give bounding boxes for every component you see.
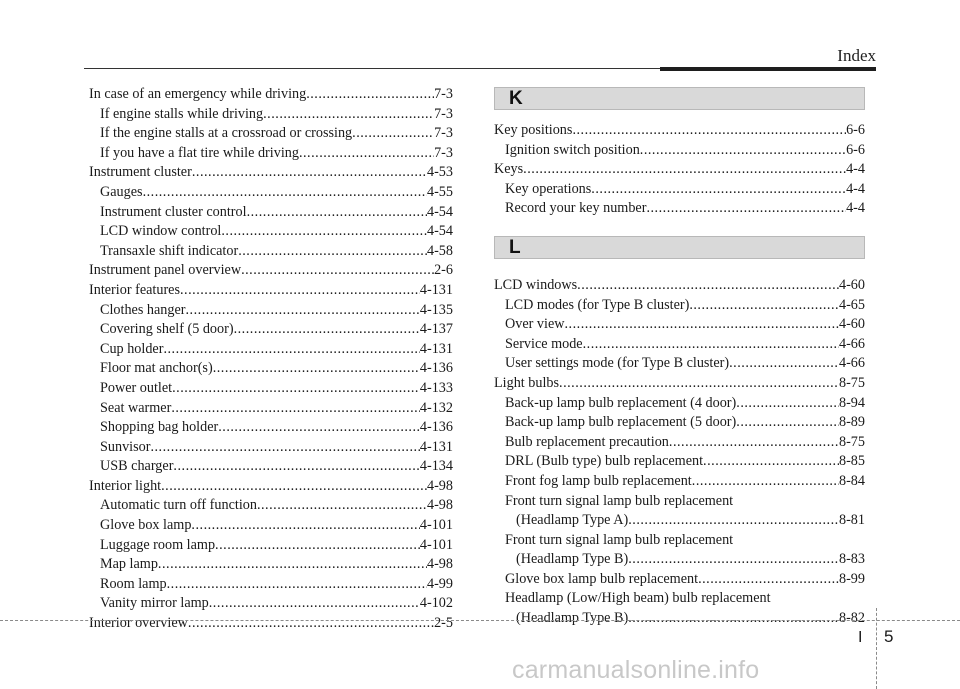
index-entry — [494, 609, 865, 629]
footer-rule — [0, 620, 960, 621]
index-entry-page: 4-98 — [426, 477, 453, 494]
index-entry — [89, 222, 453, 242]
index-entry-label: User settings mode (for Type B cluster) — [505, 355, 730, 372]
index-entry — [494, 121, 865, 141]
index-entry-page: 6-6 — [846, 122, 865, 138]
index-entry-label: Back-up lamp bulb replacement (5 door) — [505, 414, 737, 431]
index-entry-label: Light bulbs — [494, 374, 560, 391]
index-entry — [89, 594, 453, 614]
index-entry-page: 4-136 — [419, 419, 453, 436]
index-entry-page: 4-137 — [419, 321, 453, 338]
index-entry-label: Clothes hanger — [100, 301, 186, 318]
index-entry-page: 7-3 — [434, 105, 453, 122]
index-entry-leader — [188, 614, 434, 634]
index-entry-label: In case of an emergency while driving — [89, 86, 307, 102]
index-entry-leader — [628, 511, 839, 531]
index-entry-leader — [698, 570, 839, 590]
index-entry-leader — [143, 183, 427, 203]
index-entry — [89, 536, 453, 556]
index-entry-leader — [628, 609, 839, 629]
index-entry — [89, 203, 453, 223]
index-entry-leader — [703, 452, 839, 472]
index-entry-leader — [191, 516, 419, 536]
index-entry-label: Shopping bag holder — [100, 419, 219, 436]
index-entry-page: 8-85 — [838, 453, 865, 470]
index-entry-leader — [192, 163, 427, 183]
index-entry-leader — [238, 242, 427, 262]
index-entry-label: (Headlamp Type A) — [516, 512, 629, 529]
index-entry — [494, 141, 865, 161]
index-entry-page: 2-5 — [434, 615, 453, 632]
index-entry-page: 4-131 — [419, 281, 453, 298]
index-entry-label: Gauges — [100, 183, 143, 200]
index-entry-page: 4-99 — [426, 575, 453, 592]
index-entry-page: 8-94 — [838, 394, 865, 411]
index-entry-leader — [218, 418, 420, 438]
index-entry-page: 4-4 — [846, 161, 865, 178]
index-entry-label: Room lamp — [100, 575, 167, 592]
index-entry-label: If the engine stalls at a crossroad or crossing — [100, 125, 353, 142]
index-entry-label: (Headlamp Type B) — [516, 610, 629, 627]
index-entry — [494, 276, 865, 296]
index-entry-leader — [257, 496, 427, 516]
index-entry-leader — [669, 433, 839, 453]
index-entry-label: Floor mat anchor(s) — [100, 360, 213, 377]
index-entry-page: 4-54 — [426, 203, 453, 220]
index-entry-leader — [263, 105, 434, 125]
index-entry-leader — [221, 222, 427, 242]
section-l-entries — [494, 276, 865, 629]
index-entry-page: 4-60 — [838, 316, 865, 333]
index-entry-label: Headlamp (Low/High beam) bulb replacement — [505, 590, 771, 607]
index-entry-label: Back-up lamp bulb replacement (4 door) — [505, 394, 737, 411]
index-entry-leader — [628, 550, 839, 570]
index-entry-label: Key operations — [505, 180, 592, 197]
index-entry — [494, 492, 865, 512]
index-entry — [494, 531, 865, 551]
index-entry-leader — [729, 354, 839, 374]
page-header-title: Index — [837, 46, 876, 65]
index-entry — [89, 144, 453, 164]
index-entry — [494, 452, 865, 472]
index-entry-label: Interior overview — [89, 615, 188, 632]
index-entry-leader — [150, 438, 419, 458]
index-entry-label: LCD windows — [494, 276, 578, 293]
footer-section-letter: I — [858, 629, 863, 646]
index-entry-leader — [646, 199, 846, 219]
index-entry-page: 4-131 — [419, 340, 453, 357]
index-entry-page: 4-55 — [426, 183, 453, 200]
index-entry-leader — [158, 555, 427, 575]
index-entry-label: (Headlamp Type B) — [516, 551, 629, 568]
index-entry-label: Keys — [494, 161, 524, 178]
index-entry-leader — [180, 281, 420, 301]
index-entry — [494, 511, 865, 531]
index-entry-label: LCD modes (for Type B cluster) — [505, 296, 690, 313]
index-entry — [89, 301, 453, 321]
index-entry-label: Cup holder — [100, 340, 164, 357]
index-entry-label: Instrument panel overview — [89, 262, 242, 279]
index-entry — [89, 496, 453, 516]
footer-divider — [876, 608, 877, 689]
index-entry-leader — [247, 203, 427, 223]
index-entry — [89, 242, 453, 262]
index-entry-label: Luggage room lamp — [100, 536, 216, 553]
section-letter-k: K — [509, 88, 523, 109]
index-entry-label: DRL (Bulb type) bulb replacement — [505, 453, 704, 470]
index-entry-label: Automatic turn off function — [100, 497, 257, 514]
index-entry-leader — [565, 315, 839, 335]
index-entry-page: 4-132 — [419, 399, 453, 416]
index-entry-label: Over view — [505, 316, 565, 333]
index-entry-page: 8-89 — [838, 414, 865, 431]
index-entry — [494, 160, 865, 180]
index-entry-page: 8-81 — [838, 512, 865, 529]
index-entry-label: Instrument cluster control — [100, 203, 247, 220]
index-entry — [89, 105, 453, 125]
index-entry-label: If engine stalls while driving — [100, 105, 264, 122]
index-entry — [89, 340, 453, 360]
index-entry-page: 4-98 — [426, 497, 453, 514]
index-entry-leader — [215, 536, 420, 556]
index-entry-leader — [213, 359, 420, 379]
index-entry-page: 7-3 — [434, 86, 453, 102]
index-entry-page: 2-6 — [434, 262, 453, 279]
index-entry-label: Ignition switch position — [505, 141, 640, 158]
index-entry — [494, 354, 865, 374]
index-entry-leader — [689, 296, 839, 316]
index-entry — [494, 394, 865, 414]
index-entry — [89, 555, 453, 575]
index-entry-label: Transaxle shift indicator — [100, 242, 239, 259]
index-entry-page: 4-133 — [419, 379, 453, 396]
index-entry — [494, 570, 865, 590]
index-entry-label: Front turn signal lamp bulb replacement — [505, 492, 734, 509]
index-entry-label: Interior features — [89, 281, 180, 298]
index-column-right — [494, 85, 865, 629]
index-entry-label: Sunvisor — [100, 438, 151, 455]
index-entry — [89, 261, 453, 281]
index-entry-page: 8-84 — [838, 472, 865, 489]
index-entry-page: 4-4 — [846, 180, 865, 197]
index-entry — [494, 433, 865, 453]
index-entry-leader — [172, 379, 420, 399]
header-accent-bar — [660, 67, 876, 71]
index-entry-label: Bulb replacement precaution — [505, 433, 669, 450]
index-entry-leader — [577, 276, 839, 296]
index-entry-label: Front fog lamp bulb replacement — [505, 472, 692, 489]
index-entry-label: Record your key number — [505, 200, 647, 217]
index-entry-label: Key positions — [494, 122, 573, 138]
index-entry-page: 4-60 — [838, 276, 865, 293]
index-entry — [494, 180, 865, 200]
index-column-left — [89, 85, 453, 634]
index-entry — [89, 418, 453, 438]
index-entry — [89, 399, 453, 419]
index-entry-leader — [692, 472, 839, 492]
index-entry-leader — [163, 340, 419, 360]
index-entry-label: Map lamp — [100, 556, 158, 573]
index-entry-page: 4-131 — [419, 438, 453, 455]
index-entry — [89, 477, 453, 497]
index-entry-page: 8-75 — [838, 433, 865, 450]
index-entry-page: 4-66 — [838, 335, 865, 352]
index-entry — [89, 163, 453, 183]
watermark-logo: carmanualsonline.info — [512, 656, 760, 684]
index-entry — [89, 320, 453, 340]
index-entry-page: 4-135 — [419, 301, 453, 318]
index-entry — [494, 335, 865, 355]
index-entry — [494, 374, 865, 394]
index-entry-leader — [640, 141, 846, 161]
index-entry-leader — [299, 144, 434, 164]
index-entry-leader — [591, 180, 846, 200]
index-entry — [89, 457, 453, 477]
section-header-k — [494, 87, 865, 110]
index-entry — [89, 183, 453, 203]
index-entry-page: 4-66 — [838, 355, 865, 372]
index-entry-page: 8-99 — [838, 570, 865, 587]
index-entry — [89, 124, 453, 144]
index-entry — [89, 516, 453, 536]
index-entry-leader — [306, 85, 434, 105]
index-entry-leader — [572, 121, 846, 141]
index-entry — [89, 281, 453, 301]
index-entry-label: Service mode — [505, 335, 583, 352]
index-entry-page: 4-102 — [419, 595, 453, 612]
index-entry — [494, 413, 865, 433]
index-entry — [494, 589, 865, 609]
index-entry — [494, 296, 865, 316]
index-entry-leader — [523, 160, 846, 180]
index-entry-leader — [173, 457, 419, 477]
index-entry-leader — [736, 394, 839, 414]
index-entry-page: 4-98 — [426, 556, 453, 573]
index-entry-leader — [583, 335, 839, 355]
index-entry-label: Interior light — [89, 477, 162, 494]
index-entry-label: Power outlet — [100, 379, 173, 396]
index-entry-page: 4-136 — [419, 360, 453, 377]
section-letter-l: L — [509, 236, 521, 258]
index-entry-page: 4-134 — [419, 458, 453, 475]
section-header-l — [494, 236, 865, 259]
index-entry-label: USB charger — [100, 458, 174, 475]
index-entry-leader — [186, 301, 420, 321]
index-entry-label: Front turn signal lamp bulb replacement — [505, 531, 734, 548]
index-entry-page: 8-75 — [838, 374, 865, 391]
index-entry-page: 4-53 — [426, 164, 453, 181]
index-entry-page: 4-101 — [419, 517, 453, 534]
index-entry — [89, 575, 453, 595]
index-entry-label: LCD window control — [100, 223, 222, 240]
index-entry-page: 7-3 — [434, 125, 453, 142]
index-entry — [494, 199, 865, 219]
index-entry-label: Glove box lamp bulb replacement — [505, 570, 699, 587]
index-entry-page: 4-65 — [838, 296, 865, 313]
index-entry-label: Vanity mirror lamp — [100, 595, 209, 612]
index-entry — [494, 550, 865, 570]
index-entry-page: 8-82 — [838, 610, 865, 627]
index-entry — [89, 85, 453, 105]
index-entry — [494, 472, 865, 492]
index-entry — [494, 315, 865, 335]
index-entry — [89, 359, 453, 379]
footer-page-number: 5 — [884, 627, 894, 646]
index-entry-leader — [167, 575, 427, 595]
index-entry-leader — [209, 594, 420, 614]
index-entry-page: 7-3 — [434, 144, 453, 161]
index-entry-page: 8-83 — [838, 551, 865, 568]
index-entry-page: 4-4 — [846, 200, 865, 217]
index-entry-label: Seat warmer — [100, 399, 172, 416]
index-entry-leader — [559, 374, 839, 394]
index-entry-label: Glove box lamp — [100, 517, 192, 534]
index-entry-leader — [234, 320, 420, 340]
index-entry-page: 6-6 — [846, 141, 865, 158]
index-entry-leader — [241, 261, 434, 281]
index-entry — [89, 379, 453, 399]
index-entry-label: Instrument cluster — [89, 164, 192, 181]
index-entry — [89, 438, 453, 458]
index-entry-leader — [352, 124, 434, 144]
section-k-entries — [494, 121, 865, 219]
index-entry-page: 4-101 — [419, 536, 453, 553]
index-entry — [89, 614, 453, 634]
index-entry-page: 4-58 — [426, 242, 453, 259]
index-entry-leader — [736, 413, 839, 433]
index-entry-label: Covering shelf (5 door) — [100, 321, 234, 338]
index-entry-leader — [171, 399, 420, 419]
index-entry-page: 4-54 — [426, 223, 453, 240]
index-entry-leader — [161, 477, 427, 497]
index-entry-label: If you have a flat tire while driving — [100, 144, 299, 161]
